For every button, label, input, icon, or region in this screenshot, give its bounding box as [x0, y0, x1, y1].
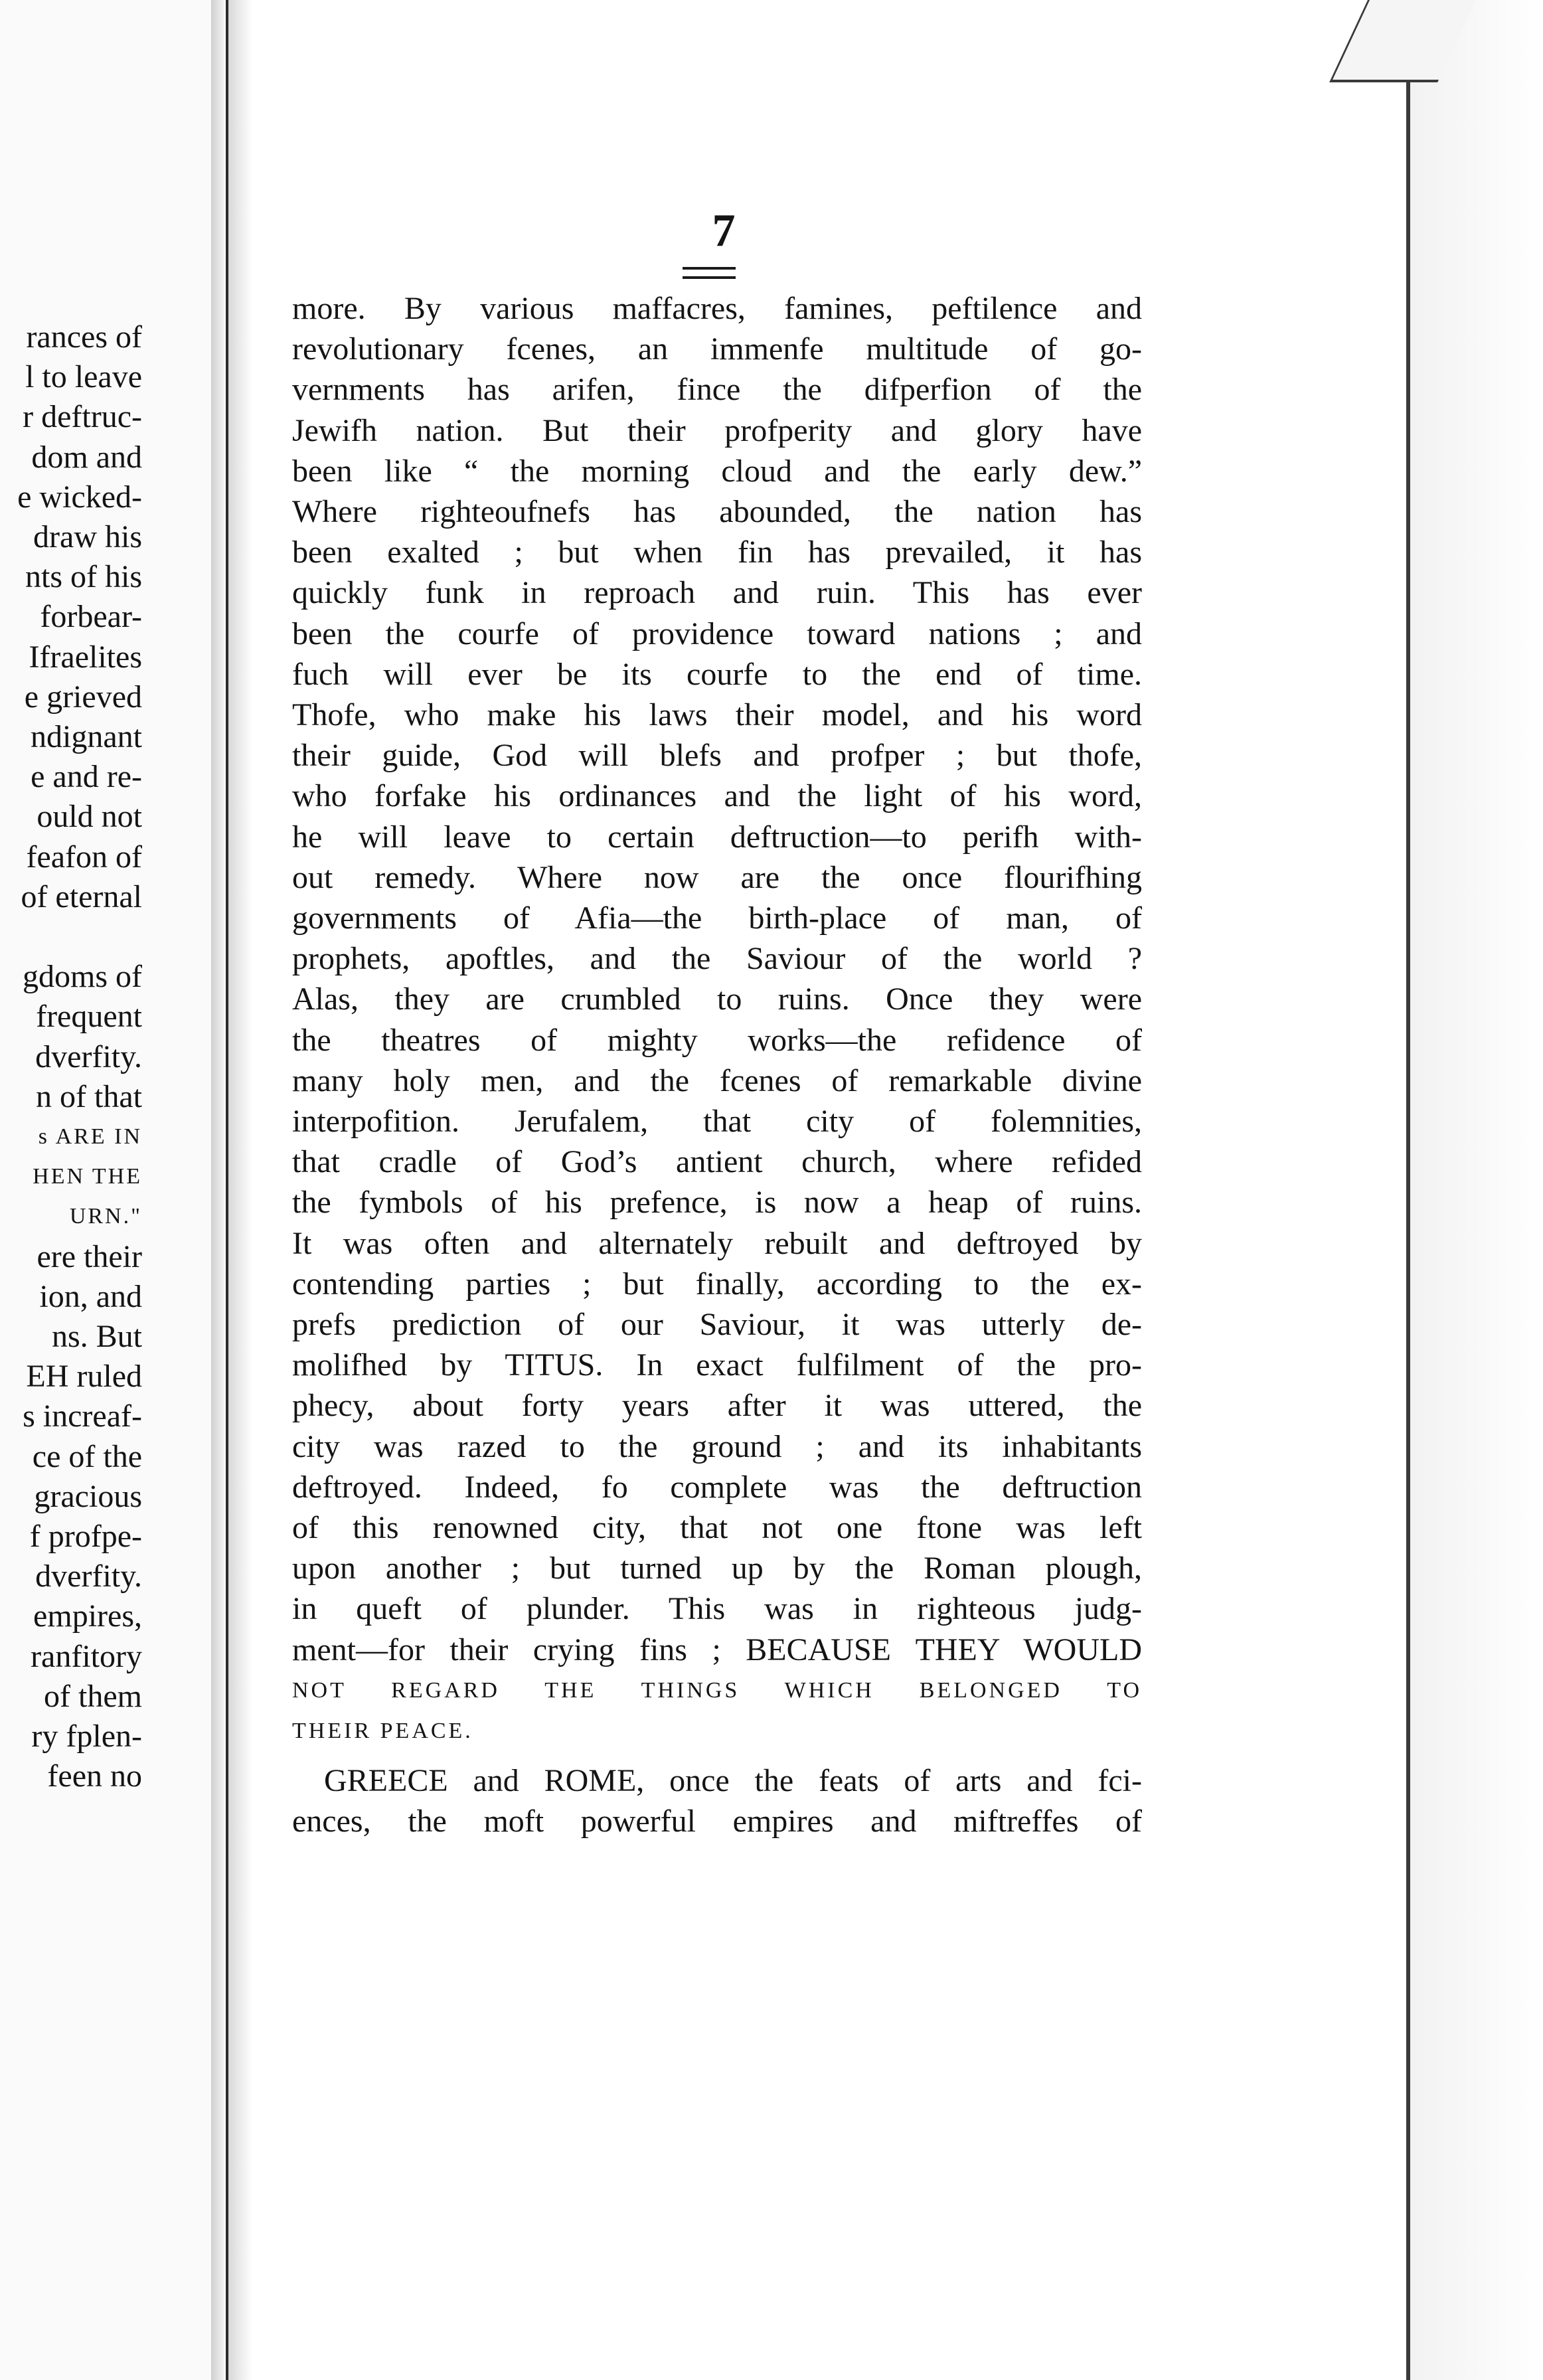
left-page-fragment: e grieved — [24, 679, 142, 715]
body-line: he will leave to certain deftruction—to perifh with- — [292, 819, 1142, 855]
left-page-fragment: nts of his — [25, 559, 142, 594]
left-page-fragment: e and re- — [31, 759, 142, 794]
body-line: city was razed to the ground ; and its inhabitants — [292, 1429, 1142, 1464]
body-line: vernments has arifen, fince the difperfion of the — [292, 372, 1142, 407]
left-page-fragment: ould not — [37, 799, 142, 834]
body-line: prophets, apoftles, and the Saviour of the world ? — [292, 941, 1142, 976]
body-line: Jewifh nation. But their profperity and glory have — [292, 413, 1142, 448]
body-line: their guide, God will blefs and profper ; but thofe, — [292, 738, 1142, 773]
left-page-fragment: dom and — [31, 440, 142, 475]
body-line: It was often and alternately rebuilt and deftroyed by — [292, 1226, 1142, 1261]
left-page-fragment: f profpe- — [29, 1519, 142, 1554]
left-page-fragment: gdoms of — [23, 959, 142, 994]
body-line: in queft of plunder. This was in righteous judg- — [292, 1591, 1142, 1626]
body-line: governments of Afia—the birth-place of man, of — [292, 900, 1142, 936]
left-page-fragment: feafon of — [26, 839, 142, 875]
left-page-fragment: e wicked- — [17, 479, 142, 515]
body-line: GREECE and ROME, once the feats of arts and fci- — [324, 1763, 1142, 1798]
left-page-fragment: rances of — [26, 319, 142, 355]
left-page-fragment: feen no — [47, 1758, 142, 1794]
left-page-fragment: of them — [44, 1679, 142, 1714]
body-line: ment—for their crying fins ; BECAUSE THEY WOULD — [292, 1632, 1142, 1667]
gutter-shadow — [228, 0, 252, 2380]
left-page-fragment: l to leave — [25, 359, 142, 394]
left-page-fragment: Ifraelites — [29, 639, 142, 675]
body-line: been like “ the morning cloud and the early dew.” — [292, 454, 1142, 489]
body-line: who forfake his ordinances and the light of his word, — [292, 778, 1142, 813]
left-page-fragment: s increaf- — [23, 1399, 142, 1434]
left-page-fragment: ndignant — [31, 719, 142, 754]
body-line: that cradle of God’s antient church, where refided — [292, 1144, 1142, 1179]
body-line: upon another ; but turned up by the Roman plough, — [292, 1551, 1142, 1586]
left-page-fragment: r deftruc- — [23, 399, 142, 434]
body-line: revolutionary fcenes, an immenfe multitude of go- — [292, 331, 1142, 367]
left-page-fragment: ere their — [37, 1239, 142, 1274]
body-line: contending parties ; but finally, according to the ex- — [292, 1266, 1142, 1302]
body-line: the fymbols of his prefence, is now a heap of ruins. — [292, 1185, 1142, 1220]
left-page-fragment: n of that — [36, 1079, 142, 1114]
left-page-fragment: ion, and — [39, 1279, 142, 1314]
body-line: quickly funk in reproach and ruin. This has ever — [292, 575, 1142, 610]
left-page-fragment: dverfity. — [35, 1039, 142, 1074]
body-line: prefs prediction of our Saviour, it was utterly de- — [292, 1307, 1142, 1342]
page-edge-shadow — [1410, 0, 1543, 2380]
body-line: Thofe, who make his laws their model, and his word — [292, 697, 1142, 732]
left-page-fragment: dverfity. — [35, 1559, 142, 1594]
left-page-fragment: HEN THE — [33, 1164, 142, 1189]
body-line: fuch will ever be its courfe to the end of time. — [292, 657, 1142, 692]
body-line: THEIR PEACE. — [292, 1719, 473, 1743]
left-page-fragment: frequent — [36, 999, 142, 1034]
left-page-fragment: s ARE IN — [38, 1124, 142, 1149]
body-line: Alas, they are crumbled to ruins. Once they were — [292, 981, 1142, 1017]
left-page-fragment: ry fplen- — [31, 1719, 142, 1754]
body-line: been the courfe of providence toward nations ; and — [292, 616, 1142, 651]
left-page-fragment: draw his — [33, 519, 142, 554]
left-page-fragment: ce of the — [32, 1439, 142, 1474]
left-page-fragment: EH ruled — [26, 1359, 142, 1394]
body-line: phecy, about forty years after it was uttered, the — [292, 1388, 1142, 1423]
body-line: molifhed by TITUS. In exact fulfilment of the pro- — [292, 1347, 1142, 1383]
body-line: of this renowned city, that not one ftone was left — [292, 1510, 1142, 1545]
left-page-fragment: gracious — [34, 1479, 142, 1514]
body-line: NOT REGARD THE THINGS WHICH BELONGED TO — [292, 1678, 1142, 1703]
body-line: more. By various maffacres, famines, peftilence and — [292, 291, 1142, 326]
page-number: 7 — [712, 205, 736, 256]
body-line: been exalted ; but when fin has prevailed, it has — [292, 535, 1142, 570]
ornamental-rule — [683, 267, 736, 279]
body-line: ences, the moft powerful empires and miftreffes of — [292, 1804, 1142, 1839]
left-page-fragment: ranfitory — [31, 1639, 142, 1674]
body-line: Where righteoufnefs has abounded, the nation has — [292, 494, 1142, 529]
left-page-fragment: URN." — [69, 1204, 142, 1229]
body-line: many holy men, and the fcenes of remarkable divine — [292, 1063, 1142, 1098]
left-page-shadow — [211, 0, 224, 2380]
body-line: out remedy. Where now are the once flourifhing — [292, 860, 1142, 895]
left-page-fragment: of eternal — [21, 879, 142, 914]
left-page-fragment: empires, — [33, 1598, 142, 1634]
body-line: deftroyed. Indeed, fo complete was the deftruction — [292, 1470, 1142, 1505]
body-line: interpofition. Jerufalem, that city of folemnities, — [292, 1104, 1142, 1139]
left-page-fragment: forbear- — [40, 599, 142, 634]
body-line: the theatres of mighty works—the refidence of — [292, 1023, 1142, 1058]
left-page-fragment: ns. But — [51, 1319, 142, 1354]
